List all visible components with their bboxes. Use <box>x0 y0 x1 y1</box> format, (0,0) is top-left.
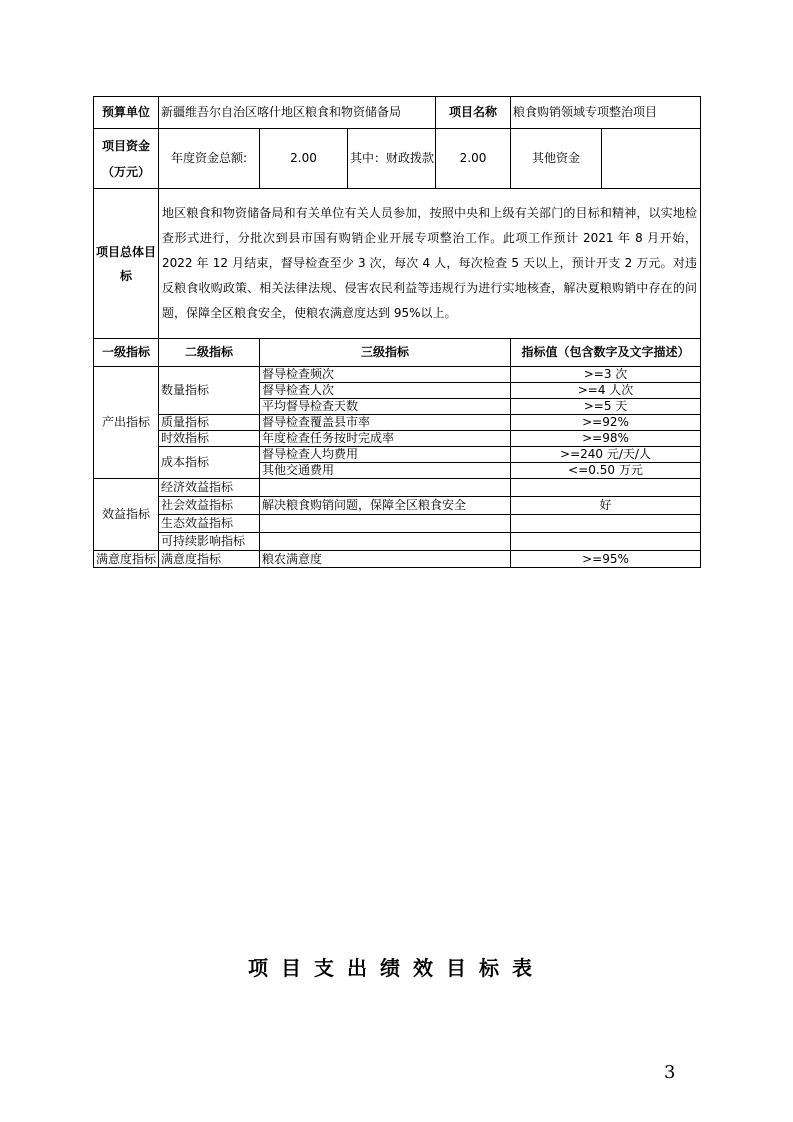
social-benefit-label: 社会效益指标 <box>159 497 260 515</box>
table-row: 年度检查任务按时完成率 <box>260 431 511 447</box>
funds-label <box>94 129 159 189</box>
funds-label-line1: 项目资金 <box>101 138 150 153</box>
annual-total-label: 年度资金总额: <box>159 129 260 189</box>
indicator-value <box>511 533 701 551</box>
table-row <box>260 515 511 533</box>
annual-total-value: 2.00 <box>260 129 348 189</box>
table-row: 粮农满意度 <box>260 551 511 568</box>
timeliness-indicator-label: 时效指标 <box>159 431 260 447</box>
col-value-header: 指标值（包含数字及文字描述） <box>511 339 701 367</box>
economic-benefit-label: 经济效益指标 <box>159 479 260 497</box>
table-row: 解决粮食购销问题，保障全区粮食安全 <box>260 497 511 515</box>
funds-label-line2: （万元） <box>101 164 150 179</box>
quantity-indicator-label: 数量指标 <box>159 367 260 415</box>
benefit-indicator-label: 效益指标 <box>94 479 159 551</box>
table-row: 平均督导检查天数 <box>260 399 511 415</box>
indicator-value: >=3 次 <box>511 367 701 383</box>
sustainable-impact-label: 可持续影响指标 <box>159 533 260 551</box>
budget-unit-label: 预算单位 <box>94 97 159 129</box>
page-number: 3 <box>664 1062 676 1083</box>
indicator-value: >=92% <box>511 415 701 431</box>
table-row <box>260 533 511 551</box>
other-funds-label: 其他资金 <box>511 129 602 189</box>
table-row <box>260 479 511 497</box>
col-level2-header: 二级指标 <box>159 339 260 367</box>
col-level1-header: 一级指标 <box>94 339 159 367</box>
cost-indicator-label: 成本指标 <box>159 447 260 479</box>
budget-unit-value: 新疆维吾尔自治区喀什地区粮食和物资储备局 <box>159 97 436 129</box>
table-row: 督导检查人次 <box>260 383 511 399</box>
quality-indicator-label: 质量指标 <box>159 415 260 431</box>
output-indicator-label: 产出指标 <box>94 367 159 479</box>
indicator-value: >=5 天 <box>511 399 701 415</box>
fiscal-label: 其中：财政拨款 <box>348 129 436 189</box>
indicator-value: <=0.50 万元 <box>511 463 701 479</box>
ecological-benefit-label: 生态效益指标 <box>159 515 260 533</box>
goal-text: 地区粮食和物资储备局和有关单位有关人员参加，按照中央和上级有关部门的目标和精神，以实地检查形式进行，分批次到县市国有购销企业开展专项整治工作。此项工作预计 2021 年 8 月开始，2022 年 12 月结束，督导检查至少 3 次，每次 4 人，每次检查 5 天以上，预计开支 2 万元。对违反粮食收购政策、相关法律法规、侵害农民利益等违规行为进行实地核查，解决夏粮购销中存在的问题，保障全区粮食安全，使粮农满意度达到 95%以上。 <box>159 189 701 339</box>
table-row: 督导检查频次 <box>260 367 511 383</box>
col-level3-header: 三级指标 <box>260 339 511 367</box>
indicator-value: 好 <box>511 497 701 515</box>
indicator-value: >=98% <box>511 431 701 447</box>
indicator-value: >=95% <box>511 551 701 568</box>
goal-label: 项目总体目标 <box>94 189 159 339</box>
indicator-value <box>511 515 701 533</box>
fiscal-value: 2.00 <box>436 129 511 189</box>
indicator-value: >=4 人次 <box>511 383 701 399</box>
table-row: 其他交通费用 <box>260 463 511 479</box>
performance-goal-table <box>93 96 701 568</box>
satisfaction-sub-label: 满意度指标 <box>159 551 260 568</box>
table-row: 督导检查覆盖县市率 <box>260 415 511 431</box>
page-title: 项目支出绩效目标表 <box>248 956 545 980</box>
table-row: 督导检查人均费用 <box>260 447 511 463</box>
other-funds-value <box>602 129 701 189</box>
project-name-value: 粮食购销领域专项整治项目 <box>511 97 701 129</box>
project-name-label: 项目名称 <box>436 97 511 129</box>
satisfaction-indicator-label: 满意度指标 <box>94 551 159 568</box>
indicator-value: >=240 元/天/人 <box>511 447 701 463</box>
indicator-value <box>511 479 701 497</box>
